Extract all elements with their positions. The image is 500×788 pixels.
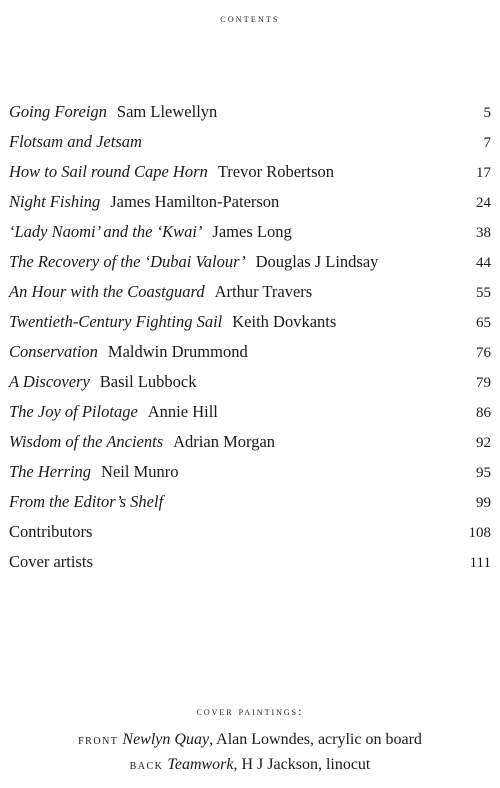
toc-entry-author: James Long (212, 222, 292, 241)
toc-entry-heading (9, 187, 279, 217)
toc-entry-heading (9, 217, 292, 247)
toc-entry-title: The Herring (9, 462, 92, 481)
cover-front-label: front (78, 733, 119, 748)
toc-entry-title: Twentieth-Century Fighting Sail (9, 312, 223, 331)
toc-entry (9, 247, 491, 277)
toc-entry (9, 97, 491, 127)
toc-entry-heading (9, 97, 217, 127)
toc-entry-heading (9, 427, 275, 457)
toc-entry-title: Flotsam and Jetsam (9, 132, 142, 151)
toc-entry-heading (9, 547, 93, 577)
toc-entry-author: Arthur Travers (214, 282, 313, 301)
toc-entry-title: From the Editor’s Shelf (9, 492, 164, 511)
toc-entry-title: Contributors (9, 522, 93, 541)
toc-entry-page-number: 38 (476, 225, 491, 241)
toc-entry (9, 157, 491, 187)
toc-entry-heading (9, 277, 312, 307)
toc-entry-title: Cover artists (9, 552, 93, 571)
toc-entry-heading (9, 397, 218, 427)
toc-entry-page-number: 92 (476, 435, 491, 451)
toc-entry-page-number: 79 (476, 375, 491, 391)
toc-entry (9, 517, 491, 547)
toc-entry-heading (9, 157, 334, 187)
toc-entry-title: An Hour with the Coastguard (9, 282, 205, 301)
toc-entry-heading (9, 367, 197, 397)
toc-entry-author: Sam Llewellyn (116, 102, 218, 121)
toc-entry-page-number: 44 (476, 255, 491, 271)
toc-entry (9, 217, 491, 247)
cover-paintings-heading: cover paintings: (196, 704, 304, 718)
toc-entry (9, 307, 491, 337)
toc-entry-author: Douglas J Lindsay (255, 252, 379, 271)
toc-entry-title: The Joy of Pilotage (9, 402, 138, 421)
toc-entry (9, 277, 491, 307)
toc-entry-page-number: 99 (476, 495, 491, 511)
table-of-contents (9, 97, 491, 577)
toc-entry-title: How to Sail round Cape Horn (9, 162, 208, 181)
toc-entry-heading (9, 457, 179, 487)
contents-heading: contents (220, 11, 280, 25)
toc-entry (9, 457, 491, 487)
cover-back-work: Teamwork (167, 756, 234, 773)
toc-entry-heading (9, 337, 248, 367)
toc-entry-heading (9, 247, 378, 277)
cover-front-details: , Alan Lowndes, acrylic on board (209, 731, 422, 748)
toc-entry-author: Maldwin Drummond (107, 342, 248, 361)
cover-front-work: Newlyn Quay (122, 731, 210, 748)
toc-entry-page-number: 95 (476, 465, 491, 481)
toc-entry (9, 487, 491, 517)
toc-entry-page-number: 24 (476, 195, 491, 211)
toc-entry-title: Night Fishing (9, 192, 101, 211)
toc-entry-title: Going Foreign (9, 102, 107, 121)
cover-back-details: , H J Jackson, linocut (233, 756, 371, 773)
toc-entry-title: ‘Lady Naomi’ and the ‘Kwai’ (9, 222, 203, 241)
toc-entry-page-number: 17 (476, 165, 491, 181)
toc-entry-page-number: 111 (469, 555, 491, 571)
toc-entry-title: The Recovery of the ‘Dubai Valour’ (9, 252, 246, 271)
toc-entry-page-number: 65 (476, 315, 491, 331)
toc-entry-page-number: 7 (483, 135, 491, 151)
toc-entry-title: A Discovery (9, 372, 90, 391)
toc-entry (9, 127, 491, 157)
toc-entry-author: Annie Hill (147, 402, 218, 421)
toc-entry (9, 367, 491, 397)
toc-entry-page-number: 55 (476, 285, 491, 301)
toc-entry-page-number: 108 (468, 525, 491, 541)
toc-entry (9, 187, 491, 217)
toc-entry-heading (9, 517, 92, 547)
toc-entry-author: Basil Lubbock (99, 372, 197, 391)
toc-entry-page-number: 5 (483, 105, 491, 121)
toc-entry-author: Keith Dovkants (232, 312, 337, 331)
toc-entry-title: Conservation (9, 342, 98, 361)
toc-entry-heading (9, 487, 163, 517)
toc-entry-page-number: 86 (476, 405, 491, 421)
toc-entry-author: Trevor Robertson (217, 162, 335, 181)
cover-front-line (0, 731, 500, 749)
toc-entry-heading (9, 307, 336, 337)
toc-entry (9, 397, 491, 427)
cover-back-label: back (129, 758, 164, 773)
toc-entry-author: Adrian Morgan (173, 432, 276, 451)
toc-entry-title: Wisdom of the Ancients (9, 432, 164, 451)
toc-entry (9, 427, 491, 457)
toc-entry (9, 547, 491, 577)
toc-entry-heading (9, 127, 142, 157)
toc-entry (9, 337, 491, 367)
toc-entry-author: James Hamilton-Paterson (110, 192, 280, 211)
cover-back-line (0, 756, 500, 774)
toc-entry-page-number: 76 (476, 345, 491, 361)
toc-entry-author: Neil Munro (101, 462, 179, 481)
